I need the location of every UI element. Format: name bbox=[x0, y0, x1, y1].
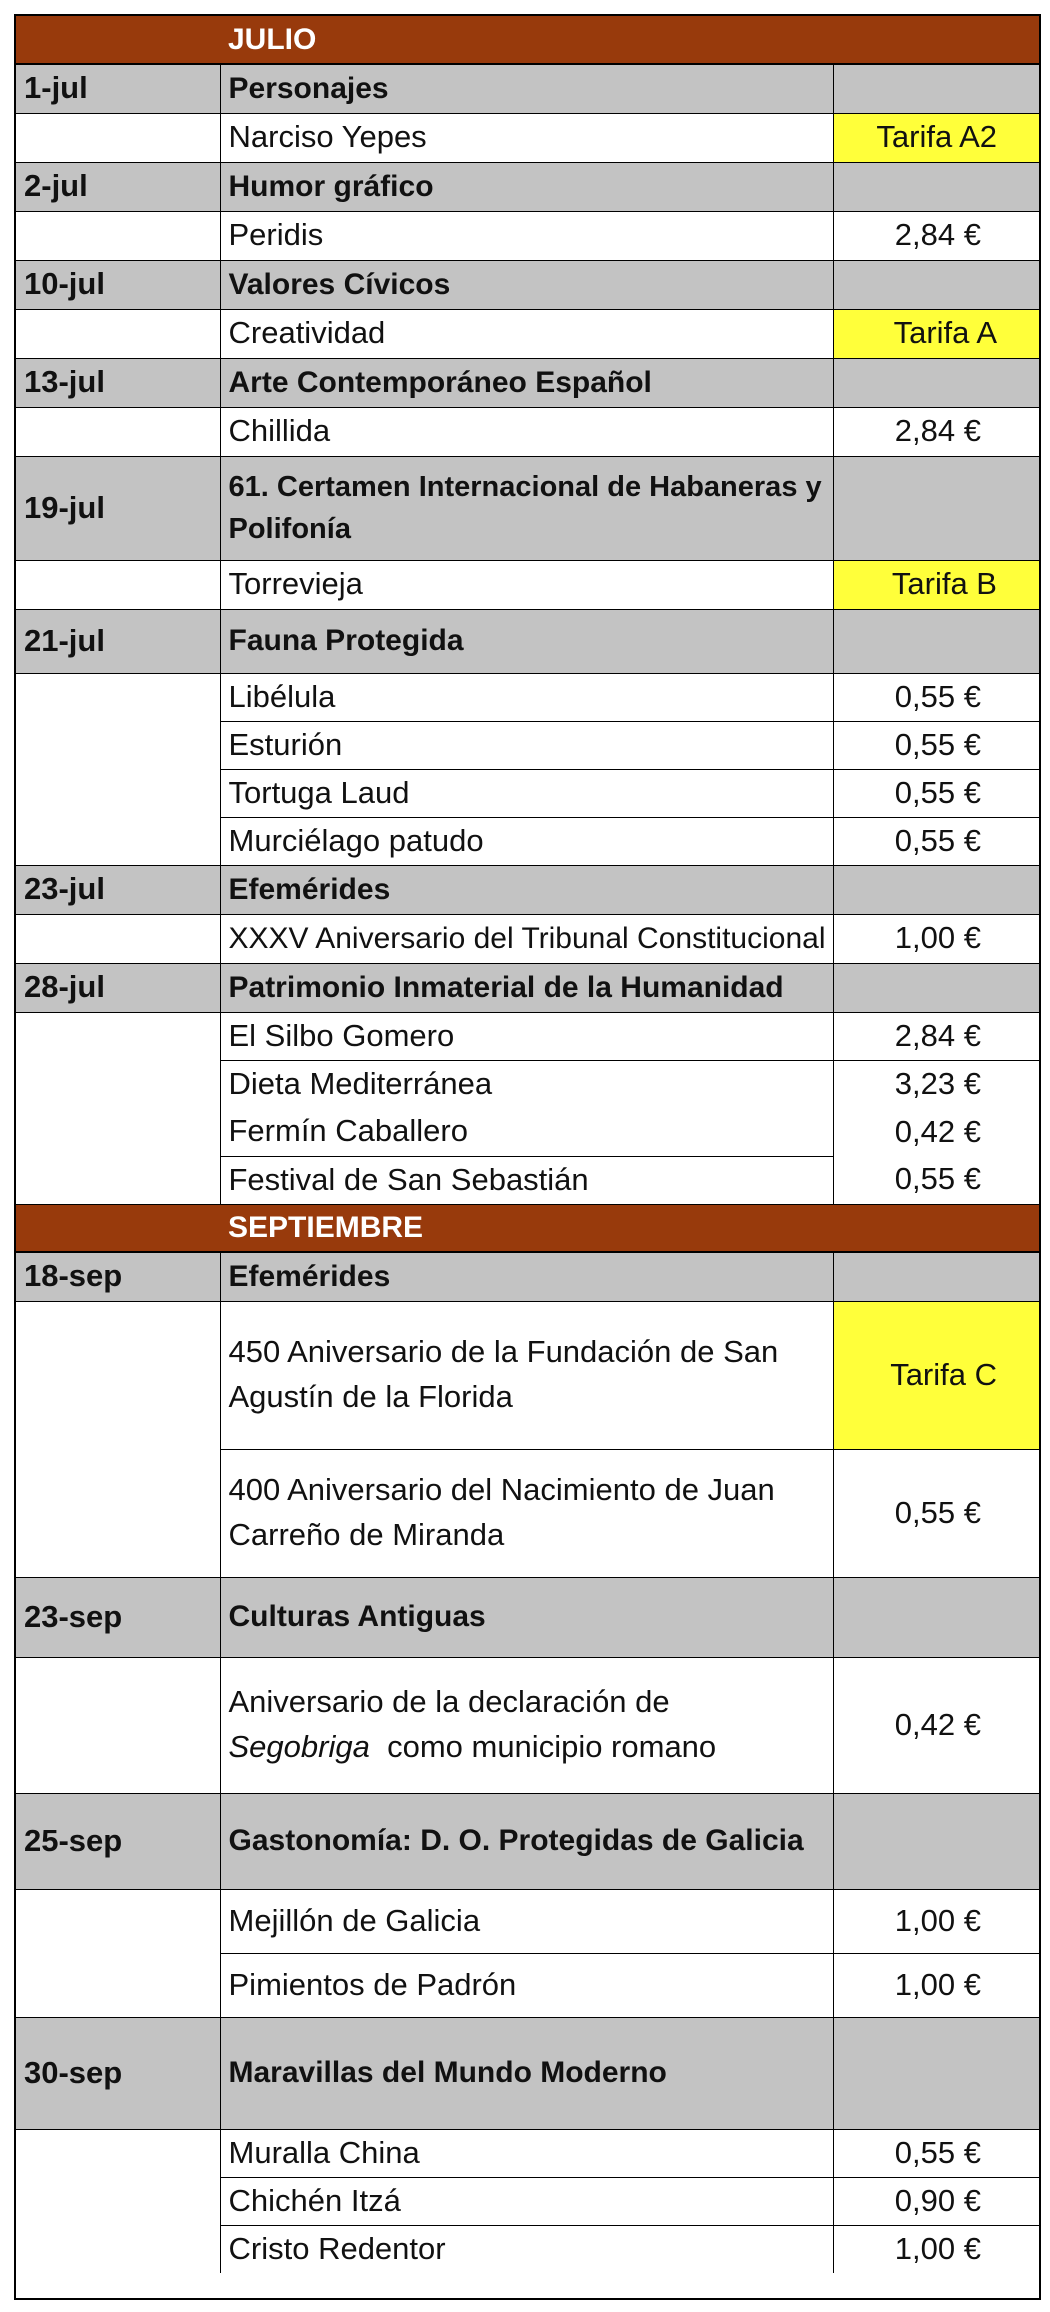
stamp-name: Festival de San Sebastián bbox=[220, 1156, 833, 1204]
category-label: Valores Cívicos bbox=[220, 260, 833, 309]
stamp-name: Muralla China bbox=[220, 2129, 833, 2177]
stamp-price: 1,00 € bbox=[833, 2225, 1039, 2273]
category-row bbox=[16, 1793, 1039, 1889]
stamp-row bbox=[16, 1889, 1039, 1953]
stamp-row bbox=[16, 2129, 1039, 2177]
stamp-name: Tortuga Laud bbox=[220, 769, 833, 817]
stamp-price: 0,55 € bbox=[833, 1449, 1039, 1577]
stamp-row bbox=[16, 673, 1039, 721]
stamp-row bbox=[16, 1108, 1039, 1156]
category-row bbox=[16, 1577, 1039, 1657]
category-row bbox=[16, 64, 1039, 113]
stamp-row bbox=[16, 560, 1039, 609]
stamp-row bbox=[16, 211, 1039, 260]
stamp-name: XXXV Aniversario del Tribunal Constitucional bbox=[220, 914, 833, 963]
category-label: Culturas Antiguas bbox=[220, 1577, 833, 1657]
category-label: Efemérides bbox=[220, 1252, 833, 1301]
stamp-name: 450 Aniversario de la Fundación de San Agustín de la Florida bbox=[220, 1301, 833, 1449]
stamp-row bbox=[16, 769, 1039, 817]
stamp-name: Libélula bbox=[220, 673, 833, 721]
stamp-price: 0,90 € bbox=[833, 2177, 1039, 2225]
stamp-row bbox=[16, 113, 1039, 162]
date-cell: 19-jul bbox=[16, 456, 220, 560]
stamp-price: 0,55 € bbox=[833, 817, 1039, 865]
stamp-name-italic: Segobriga bbox=[228, 1729, 370, 1764]
stamp-price: 0,55 € bbox=[833, 769, 1039, 817]
tariff-badge: Tarifa A2 bbox=[833, 113, 1039, 162]
stamp-row bbox=[16, 2177, 1039, 2225]
category-label: Arte Contemporáneo Español bbox=[220, 358, 833, 407]
stamp-name-suffix: como municipio romano bbox=[387, 1729, 717, 1764]
stamp-row bbox=[16, 1449, 1039, 1577]
stamp-name: Murciélago patudo bbox=[220, 817, 833, 865]
stamp-name: Esturión bbox=[220, 721, 833, 769]
stamp-name: Peridis bbox=[220, 211, 833, 260]
category-label: Patrimonio Inmaterial de la Humanidad bbox=[220, 963, 833, 1012]
stamp-price: 0,42 € bbox=[833, 1657, 1039, 1793]
stamp-price: 1,00 € bbox=[833, 1953, 1039, 2017]
stamp-row bbox=[16, 1301, 1039, 1449]
stamp-row bbox=[16, 1953, 1039, 2017]
stamp-row bbox=[16, 914, 1039, 963]
stamp-schedule-sheet bbox=[14, 14, 1041, 2300]
stamp-name: Mejillón de Galicia bbox=[220, 1889, 833, 1953]
stamp-price: 0,55 € bbox=[833, 721, 1039, 769]
stamp-price: 0,55 € bbox=[833, 1156, 1039, 1204]
stamp-name: Dieta Mediterránea bbox=[220, 1060, 833, 1108]
stamp-price: 0,55 € bbox=[833, 673, 1039, 721]
stamp-name: Fermín Caballero bbox=[220, 1108, 833, 1156]
stamp-name: Torrevieja bbox=[220, 560, 833, 609]
stamp-row bbox=[16, 1060, 1039, 1108]
tariff-badge: Tarifa A bbox=[833, 309, 1039, 358]
date-cell: 13-jul bbox=[16, 358, 220, 407]
stamp-row bbox=[16, 1657, 1039, 1793]
tariff-badge: Tarifa B bbox=[833, 560, 1039, 609]
month-header-septiembre bbox=[16, 1204, 1039, 1252]
month-label: JULIO bbox=[220, 16, 833, 64]
stamp-row bbox=[16, 1012, 1039, 1060]
category-row bbox=[16, 2017, 1039, 2129]
date-cell: 30-sep bbox=[16, 2017, 220, 2129]
category-label: Gastonomía: D. O. Protegidas de Galicia bbox=[220, 1793, 833, 1889]
stamp-row bbox=[16, 407, 1039, 456]
stamp-price: 2,84 € bbox=[833, 211, 1039, 260]
stamp-row bbox=[16, 721, 1039, 769]
category-label: Personajes bbox=[220, 64, 833, 113]
category-label: Maravillas del Mundo Moderno bbox=[220, 2017, 833, 2129]
stamp-row bbox=[16, 1156, 1039, 1204]
stamp-name: Chichén Itzá bbox=[220, 2177, 833, 2225]
stamp-name: Pimientos de Padrón bbox=[220, 1953, 833, 2017]
date-cell: 28-jul bbox=[16, 963, 220, 1012]
category-label: Fauna Protegida bbox=[220, 609, 833, 673]
category-row bbox=[16, 358, 1039, 407]
category-label: Humor gráfico bbox=[220, 162, 833, 211]
stamp-row bbox=[16, 309, 1039, 358]
stamp-price: 3,23 € bbox=[833, 1060, 1039, 1108]
stamp-name: Cristo Redentor bbox=[220, 2225, 833, 2273]
stamp-name: El Silbo Gomero bbox=[220, 1012, 833, 1060]
date-cell: 21-jul bbox=[16, 609, 220, 673]
category-row bbox=[16, 865, 1039, 914]
category-label: Efemérides bbox=[220, 865, 833, 914]
stamp-name-prefix: Aniversario de la declaración de bbox=[228, 1684, 670, 1720]
stamp-name bbox=[220, 1657, 833, 1793]
date-cell: 1-jul bbox=[16, 64, 220, 113]
date-cell: 18-sep bbox=[16, 1252, 220, 1301]
category-row bbox=[16, 609, 1039, 673]
category-row bbox=[16, 162, 1039, 211]
date-cell: 23-sep bbox=[16, 1577, 220, 1657]
stamp-price: 0,42 € bbox=[833, 1108, 1039, 1156]
stamp-row bbox=[16, 2225, 1039, 2273]
stamp-name: Narciso Yepes bbox=[220, 113, 833, 162]
category-row bbox=[16, 260, 1039, 309]
stamp-name: 400 Aniversario del Nacimiento de Juan Carreño de Miranda bbox=[220, 1449, 833, 1577]
tariff-badge: Tarifa C bbox=[833, 1301, 1039, 1449]
stamp-schedule-table bbox=[16, 16, 1039, 2273]
stamp-name: Creatividad bbox=[220, 309, 833, 358]
category-row bbox=[16, 963, 1039, 1012]
category-label: 61. Certamen Internacional de Habaneras y Polifonía bbox=[220, 456, 833, 560]
stamp-price: 1,00 € bbox=[833, 1889, 1039, 1953]
stamp-price: 2,84 € bbox=[833, 1012, 1039, 1060]
category-row bbox=[16, 456, 1039, 560]
stamp-row bbox=[16, 817, 1039, 865]
stamp-price: 1,00 € bbox=[833, 914, 1039, 963]
stamp-name: Chillida bbox=[220, 407, 833, 456]
date-cell: 25-sep bbox=[16, 1793, 220, 1889]
category-row bbox=[16, 1252, 1039, 1301]
stamp-price: 0,55 € bbox=[833, 2129, 1039, 2177]
stamp-price: 2,84 € bbox=[833, 407, 1039, 456]
month-label: SEPTIEMBRE bbox=[220, 1204, 833, 1252]
date-cell: 2-jul bbox=[16, 162, 220, 211]
date-cell: 23-jul bbox=[16, 865, 220, 914]
date-cell: 10-jul bbox=[16, 260, 220, 309]
month-header-julio bbox=[16, 16, 1039, 64]
